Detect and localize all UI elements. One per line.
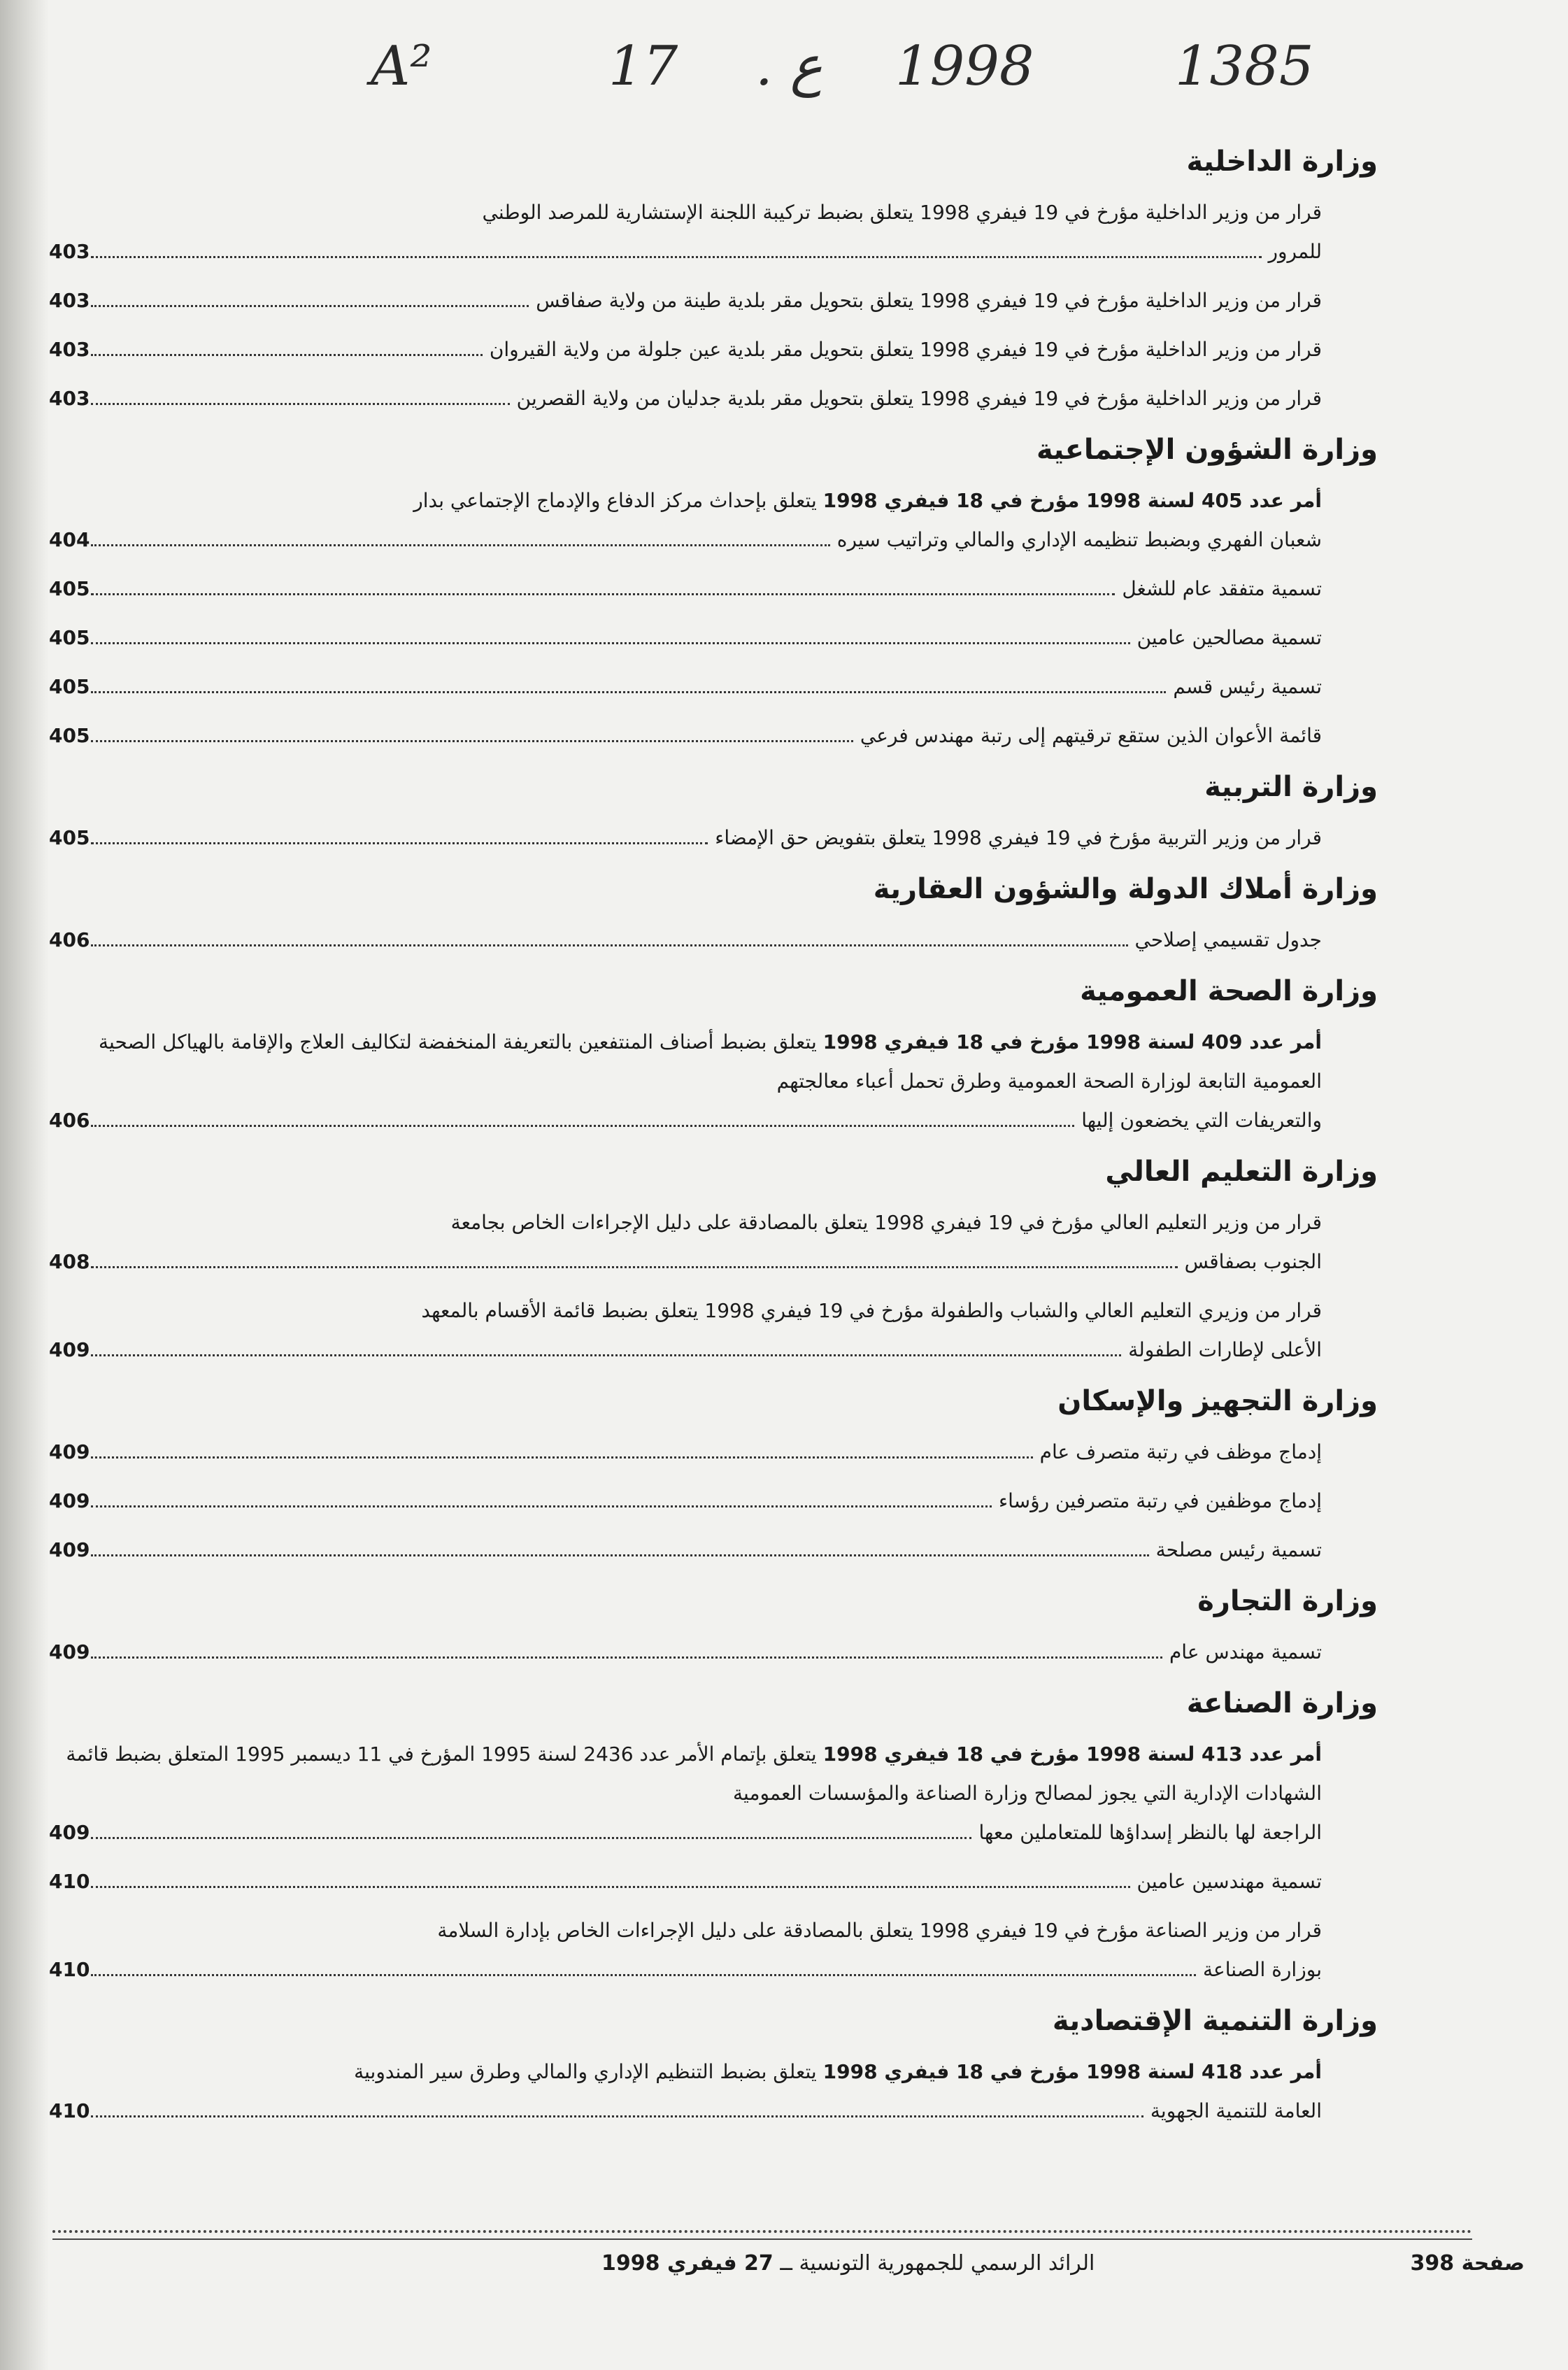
- entry-last-line: [63, 921, 1322, 960]
- page-number-label: صفحة 398: [1410, 2251, 1525, 2276]
- entry-last-line: [63, 520, 1322, 560]
- entry-page-number: 410: [49, 2099, 90, 2122]
- entry-last-line: [63, 1331, 1322, 1370]
- leader-dots: [91, 1498, 992, 1507]
- entry-title: بوزارة الصناعة: [1203, 1958, 1322, 1981]
- leader-dots: [91, 835, 708, 844]
- entry-last-line: [63, 1813, 1322, 1852]
- publication-title: [601, 2251, 1095, 2276]
- entry-title: قائمة الأعوان الذين ستقع ترقيتهم إلى رتبة مهندس فرعي: [860, 724, 1322, 747]
- ministry-title: وزارة الصناعة: [1186, 1687, 1378, 1719]
- toc-entry: [49, 1633, 1322, 1672]
- entry-page-number: 406: [49, 1109, 90, 1132]
- ministry-section: [49, 867, 1378, 960]
- entry-page-number: 405: [49, 577, 90, 600]
- toc-entry: [49, 667, 1322, 707]
- entry-title: والتعريفات التي يخضعون إليها: [1081, 1109, 1322, 1132]
- ministry-section: [49, 1580, 1378, 1672]
- entry-text: [63, 1291, 1322, 1331]
- toc-entry: [49, 193, 1322, 271]
- entry-line: قرار من وزير التعليم العالي مؤرخ في 19 فيفري 1998 يتعلق بالمصادقة على دليل الإجراءات الخاص بجامعة: [450, 1211, 1322, 1234]
- toc-entry: [49, 1862, 1322, 1901]
- ministry-section: [49, 1682, 1378, 1989]
- entry-line: يتعلق بضبط أصناف المنتفعين بالتعريفة المنخفضة: [418, 1030, 823, 1053]
- toc-entry: [49, 281, 1322, 320]
- entry-title: شعبان الفهري وبضبط تنظيمه الإداري والمالي وتراتيب سيره: [836, 528, 1322, 551]
- entry-page-number: 409: [49, 1538, 90, 1561]
- toc-entry: [49, 1203, 1322, 1282]
- toc-entry: [49, 1735, 1322, 1852]
- leader-dots: [91, 249, 1262, 258]
- leader-dots: [91, 2108, 1143, 2117]
- entry-last-line: [63, 667, 1322, 707]
- leader-dots: [91, 586, 1115, 595]
- leader-dots: [91, 635, 1130, 644]
- entry-title: قرار من وزير الداخلية مؤرخ في 19 فيفري 1998 يتعلق بتحويل مقر بلدية جدليان من ولاية القصرين: [516, 387, 1322, 410]
- entry-title: جدول تقسيمي إصلاحي: [1134, 928, 1322, 951]
- toc-entry: [49, 330, 1322, 369]
- decree-lead: أمر عدد 418 لسنة 1998 مؤرخ في 18 فيفري 1998: [822, 2060, 1322, 2083]
- ministry-title: وزارة التربية: [1204, 771, 1378, 803]
- entry-page-number: 403: [49, 240, 90, 263]
- toc-entry: [49, 379, 1322, 418]
- entry-page-number: 406: [49, 928, 90, 951]
- entry-line: يتعلق بإحداث مركز الدفاع والإدماج الإجتماعي بدار: [413, 489, 823, 512]
- entry-last-line: [63, 1950, 1322, 1989]
- entry-page-number: 409: [49, 1338, 90, 1361]
- entry-title: الراجعة لها بالنظر إسداؤها للمتعاملين معها: [978, 1821, 1322, 1844]
- leader-dots: [91, 1449, 1033, 1459]
- ministry-section: [49, 1379, 1378, 1570]
- entry-page-number: 409: [49, 1440, 90, 1463]
- handwritten-e: 1385: [1175, 35, 1314, 98]
- entry-line: قرار من وزير الداخلية مؤرخ في 19 فيفري 1998 يتعلق بضبط تركيبة اللجنة الإستشارية للمرصد الوطني: [482, 201, 1322, 224]
- ministry-title: وزارة الشؤون الإجتماعية: [1036, 434, 1378, 466]
- entry-title: قرار من وزير التربية مؤرخ في 19 فيفري 1998 يتعلق بتفويض حق الإمضاء: [715, 826, 1322, 849]
- entry-line: ديسمبر 1995 المتعلق بضبط قائمة الشهادات الإدارية التي يجوز لمصالح وزارة الصناعة والمؤسسات العمومية: [66, 1743, 1322, 1805]
- entry-title: تسمية رئيس قسم: [1173, 675, 1322, 698]
- entry-title: الجنوب بصفاقس: [1184, 1250, 1322, 1273]
- entry-last-line: [63, 569, 1322, 609]
- ministry-section: [49, 765, 1378, 858]
- entry-text: [63, 1911, 1322, 1950]
- toc-entry: [49, 921, 1322, 960]
- entry-text: [63, 1203, 1322, 1242]
- leader-dots: [91, 1649, 1162, 1659]
- leader-dots: [91, 1259, 1178, 1268]
- toc-entry: [49, 569, 1322, 609]
- entry-page-number: 405: [49, 724, 90, 747]
- publication-name: الرائد الرسمي للجمهورية التونسية ــ: [780, 2251, 1095, 2276]
- entry-page-number: 409: [49, 1489, 90, 1512]
- entry-page-number: 403: [49, 387, 90, 410]
- leader-dots: [91, 733, 853, 742]
- entry-title: قرار من وزير الداخلية مؤرخ في 19 فيفري 1998 يتعلق بتحويل مقر بلدية طينة من ولاية صفاقس: [536, 289, 1322, 312]
- entry-title: قرار من وزير الداخلية مؤرخ في 19 فيفري 1998 يتعلق بتحويل مقر بلدية عين جلولة من ولاية القيروان: [489, 338, 1322, 361]
- entry-last-line: [63, 618, 1322, 658]
- toc-entry: [49, 1291, 1322, 1370]
- leader-dots: [91, 1347, 1121, 1356]
- entry-last-line: [63, 281, 1322, 320]
- toc-entry: [49, 1911, 1322, 1989]
- entry-title: إدماج موظفين في رتبة متصرفين رؤساء: [998, 1489, 1322, 1512]
- toc-entry: [49, 716, 1322, 755]
- entry-last-line: [63, 330, 1322, 369]
- entry-last-line: [63, 1482, 1322, 1521]
- entry-title: تسمية مهندسين عامين: [1136, 1870, 1322, 1893]
- leader-dots: [91, 298, 529, 307]
- toc-entry: [49, 818, 1322, 858]
- ministry-title: وزارة التجارة: [1197, 1585, 1378, 1617]
- binding-shadow: [0, 0, 49, 2370]
- ministry-title: وزارة التجهيز والإسكان: [1057, 1385, 1378, 1417]
- entry-last-line: [63, 1633, 1322, 1672]
- toc-entry: [49, 481, 1322, 560]
- entry-last-line: [63, 818, 1322, 858]
- entry-page-number: 409: [49, 1821, 90, 1844]
- ministry-title: وزارة التعليم العالي: [1105, 1156, 1378, 1188]
- entry-last-line: [63, 1242, 1322, 1282]
- leader-dots: [91, 1830, 971, 1839]
- toc-entry: [49, 618, 1322, 658]
- leader-dots: [91, 684, 1166, 693]
- entry-page-number: 405: [49, 826, 90, 849]
- entry-page-number: 405: [49, 675, 90, 698]
- entry-text: [63, 1023, 1322, 1101]
- entry-text: [63, 1735, 1322, 1813]
- entry-title: تسمية رئيس مصلحة: [1155, 1538, 1322, 1561]
- entry-title: الأعلى لإطارات الطفولة: [1128, 1338, 1322, 1361]
- leader-dots: [91, 1967, 1196, 1976]
- entry-title: العامة للتنمية الجهوية: [1150, 2099, 1322, 2122]
- ministry-section: [49, 1150, 1378, 1370]
- toc-entry: [49, 1023, 1322, 1140]
- ministry-section: [49, 970, 1378, 1140]
- handwritten-a: A²: [371, 35, 432, 98]
- footer-divider-solid: [52, 2238, 1472, 2240]
- entry-page-number: 404: [49, 528, 90, 551]
- leader-dots: [91, 1879, 1130, 1888]
- entry-last-line: [63, 716, 1322, 755]
- leader-dots: [91, 1547, 1149, 1556]
- toc-entry: [49, 1482, 1322, 1521]
- ministry-section: [49, 140, 1378, 418]
- entry-page-number: 403: [49, 338, 90, 361]
- entry-last-line: [63, 1531, 1322, 1570]
- entry-last-line: [63, 1433, 1322, 1472]
- entry-line: قرار من وزيري التعليم العالي والشباب والطفولة مؤرخ في 19 فيفري 1998 يتعلق بضبط قائمة الأقسام بالمعهد: [421, 1299, 1322, 1322]
- entry-page-number: 403: [49, 289, 90, 312]
- footer-divider: [52, 2230, 1472, 2233]
- leader-dots: [91, 937, 1128, 946]
- toc-entry: [49, 1433, 1322, 1472]
- entry-title: تسمية مصالحين عامين: [1136, 626, 1322, 649]
- publication-date: 27 فيفري 1998: [601, 2251, 774, 2276]
- ministry-section: [49, 428, 1378, 755]
- entry-line: لتكاليف العلاج والإقامة بالهياكل الصحية العمومية التابعة لوزارة الصحة العمومية وطرق تحمل أعباء معالجتهم: [99, 1030, 1322, 1093]
- toc-entry: [49, 1531, 1322, 1570]
- handwritten-annotation: [350, 21, 1399, 112]
- handwritten-d: 1998: [895, 35, 1034, 98]
- entry-line: يتعلق بضبط التنظيم الإداري والمالي وطرق سير المندوبية: [354, 2060, 823, 2083]
- decree-lead: أمر عدد 413 لسنة 1998 مؤرخ في 18 فيفري 1998: [822, 1743, 1322, 1766]
- leader-dots: [91, 1118, 1074, 1127]
- entry-page-number: 409: [49, 1640, 90, 1663]
- entry-text: [63, 193, 1322, 232]
- handwritten-b: 17: [608, 35, 678, 98]
- entry-last-line: [63, 379, 1322, 418]
- handwritten-c: . ع: [755, 35, 823, 98]
- entry-page-number: 410: [49, 1958, 90, 1981]
- table-of-contents: [49, 133, 1378, 2141]
- ministry-title: وزارة التنمية الإقتصادية: [1052, 2005, 1378, 2037]
- decree-lead: أمر عدد 409 لسنة 1998 مؤرخ في 18 فيفري 1998: [822, 1030, 1322, 1053]
- entry-text: [63, 481, 1322, 520]
- entry-text: [63, 2052, 1322, 2092]
- leader-dots: [91, 396, 510, 405]
- page-footer: [448, 2251, 1525, 2276]
- entry-title: للمرور: [1268, 240, 1322, 263]
- entry-last-line: [63, 232, 1322, 271]
- ministry-title: وزارة الداخلية: [1186, 146, 1378, 178]
- entry-page-number: 408: [49, 1250, 90, 1273]
- entry-last-line: [63, 1862, 1322, 1901]
- ministry-section: [49, 1999, 1378, 2131]
- ministry-title: وزارة أملاك الدولة والشؤون العقارية: [873, 873, 1378, 905]
- leader-dots: [91, 537, 830, 546]
- entry-page-number: 405: [49, 626, 90, 649]
- entry-page-number: 410: [49, 1870, 90, 1893]
- decree-lead: أمر عدد 405 لسنة 1998 مؤرخ في 18 فيفري 1998: [822, 489, 1322, 512]
- entry-last-line: [63, 2092, 1322, 2131]
- toc-entry: [49, 2052, 1322, 2131]
- entry-line: يتعلق بإتمام الأمر عدد 2436 لسنة 1995 المؤرخ في 11: [357, 1743, 823, 1766]
- entry-line: قرار من وزير الصناعة مؤرخ في 19 فيفري 1998 يتعلق بالمصادقة على دليل الإجراءات الخاص بإدارة السلامة: [437, 1919, 1322, 1942]
- ministry-title: وزارة الصحة العمومية: [1080, 975, 1378, 1007]
- entry-title: تسمية مهندس عام: [1169, 1640, 1322, 1663]
- entry-title: إدماج موظف في رتبة متصرف عام: [1039, 1440, 1322, 1463]
- leader-dots: [91, 347, 483, 356]
- entry-title: تسمية متفقد عام للشغل: [1122, 577, 1322, 600]
- entry-last-line: [63, 1101, 1322, 1140]
